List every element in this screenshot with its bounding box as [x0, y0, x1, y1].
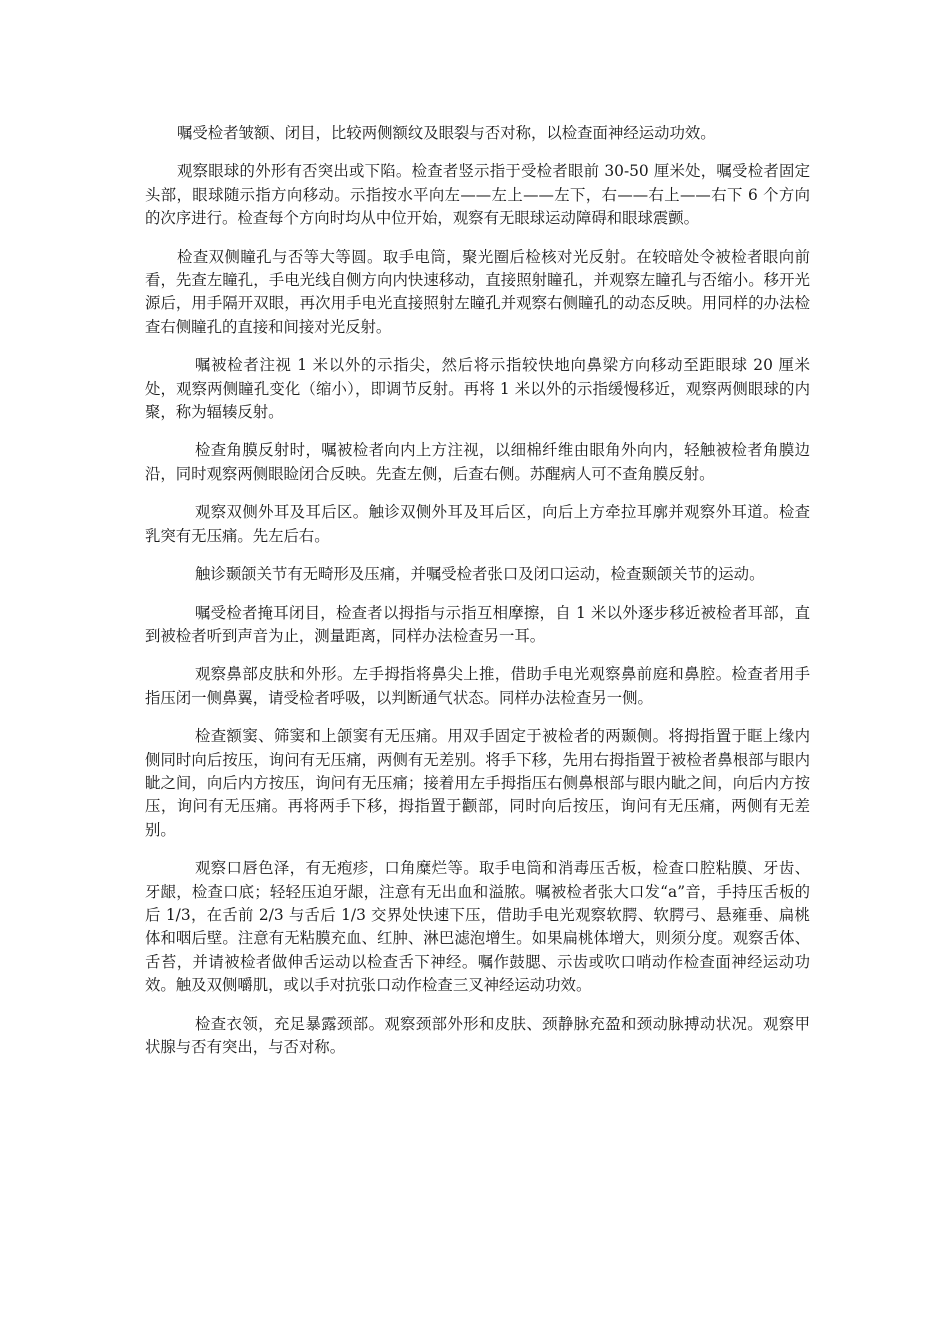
paragraph-sinuses: 检查额窦、筛窦和上颌窦有无压痛。用双手固定于被检者的两颞侧。将拇指置于眶上缘内侧同时向后按压，询问有无压痛，两侧有无差别。将手下移，先用右拇指置于被检者鼻根部与眼内眦之间，向后内方按压，询问有无压痛；接着用左手拇指压右侧鼻根部与眼内眦之间，向后内方按压，询问有无压痛。再将两手下移，拇指置于颧部，同时向后按压，询问有无压痛，两侧有无差别。 — [145, 727, 810, 839]
document-body — [145, 122, 810, 1074]
paragraph-pupil-reflex: 检查双侧瞳孔与否等大等圆。取手电筒，聚光圈后检核对光反射。在较暗处令被检者眼向前看，先查左瞳孔，手电光线自侧方向内快速移动，直接照射瞳孔，并观察左瞳孔与否缩小。移开光源后，用手隔开双眼，再次用手电光直接照射左瞳孔并观察右侧瞳孔的动态反映。用同样的办法检查右侧瞳孔的直接和间接对光反射。 — [145, 247, 810, 336]
paragraph-nose: 观察鼻部皮肤和外形。左手拇指将鼻尖上推，借助手电光观察鼻前庭和鼻腔。检查者用手指压闭一侧鼻翼，请受检者呼吸，以判断通气状态。同样办法检查另一侧。 — [145, 665, 810, 707]
paragraph-hearing: 嘱受检者掩耳闭目，检查者以拇指与示指互相摩擦，自 1 米以外逐步移近被检者耳部，直到被检者听到声音为止，测量距离，同样办法检查另一耳。 — [145, 603, 810, 645]
paragraph-neck: 检查衣领，充足暴露颈部。观察颈部外形和皮肤、颈静脉充盈和颈动脉搏动状况。观察甲状腺与否有突出，与否对称。 — [145, 1014, 810, 1056]
paragraph-oral-cavity: 观察口唇色泽，有无疱疹，口角糜烂等。取手电筒和消毒压舌板，检查口腔粘膜、牙齿、牙龈，检查口底；轻轻压迫牙龈，注意有无出血和溢脓。嘱被检者张大口发“a”音，手持压舌板的后 1/3，在舌前 2/3 与舌后 1/3 交界处快速下压，借助手电光观察软腭、软腭弓、悬雍垂、扁桃体和咽后壁。注意有无粘膜充血、红肿、淋巴滤泡增生。如果扁桃体增大，则须分度。观察舌体、舌苔，并请被检者做伸舌运动以检查舌下神经。嘱作鼓腮、示齿或吹口哨动作检查面神经运动功效。触及双侧嚼肌，或以手对抗张口动作检查三叉神经运动功效。 — [145, 859, 810, 995]
paragraph-facial-nerve: 嘱受检者皱额、闭目，比较两侧额纹及眼裂与否对称，以检查面神经运动功效。 — [177, 124, 716, 142]
paragraph-corneal-reflex: 检查角膜反射时，嘱被检者向内上方注视，以细棉纤维由眼角外向内，轻触被检者角膜边沿，同时观察两侧眼睑闭合反映。先查左侧，后查右侧。苏醒病人可不查角膜反射。 — [145, 441, 810, 483]
paragraph-eye-movement: 观察眼球的外形有否突出或下陷。检查者竖示指于受检者眼前 30-50 厘米处，嘱受检者固定头部，眼球随示指方向移动。示指按水平向左——左上——左下，右——右上——右下 6 个方向的次序进行。检查每个方向时均从中位开始，观察有无眼球运动障碍和眼球震颤。 — [145, 162, 810, 228]
paragraph-tmj: 触诊颞颌关节有无畸形及压痛，并嘱受检者张口及闭口运动，检查颞颌关节的运动。 — [195, 565, 765, 584]
paragraph-accommodation-reflex: 嘱被检者注视 1 米以外的示指尖，然后将示指较快地向鼻梁方向移动至距眼球 20 厘米处，观察两侧瞳孔变化（缩小），即调节反射。再将 1 米以外的示指缓慢移近，观察两侧眼球的内聚，称为辐辏反射。 — [145, 356, 810, 422]
paragraph-external-ear: 观察双侧外耳及耳后区。触诊双侧外耳及耳后区，向后上方牵拉耳廓并观察外耳道。检查乳突有无压痛。先左后右。 — [145, 503, 810, 545]
